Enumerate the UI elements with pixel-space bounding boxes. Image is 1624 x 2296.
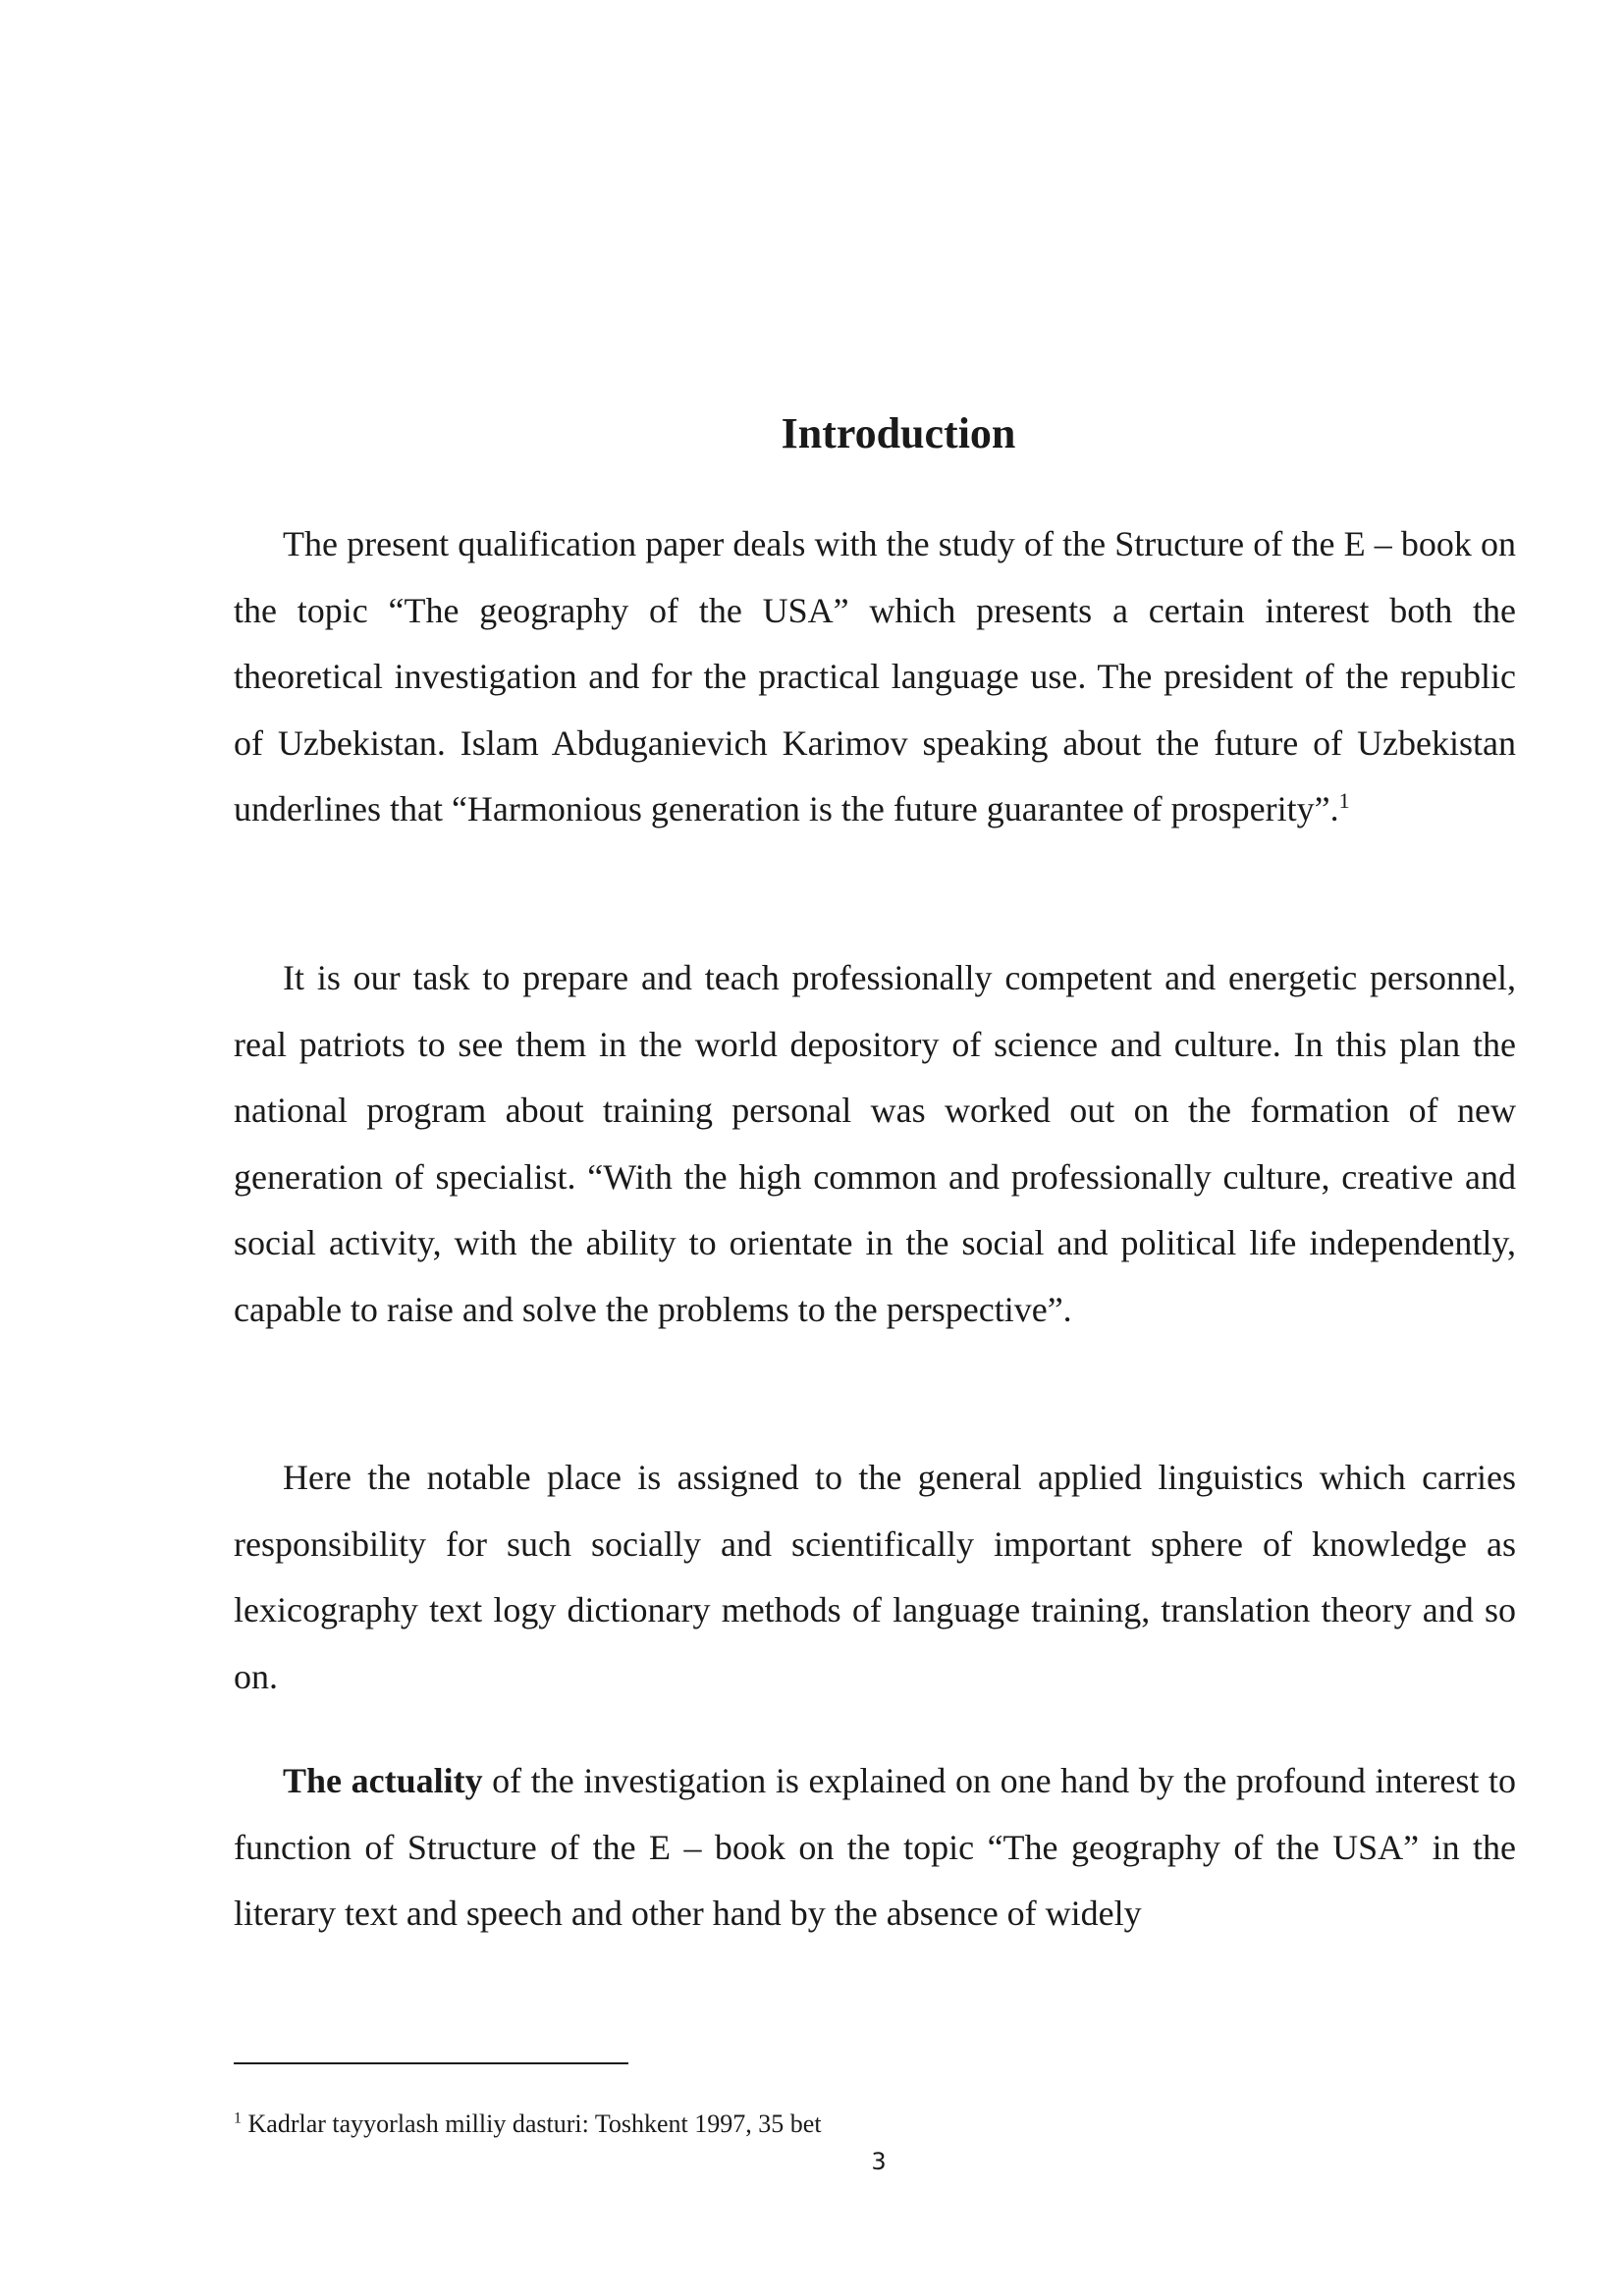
footnote-number: 1 xyxy=(234,2109,242,2127)
footnote-text: Kadrlar tayyorlash milliy dasturi: Toshkent 1997, 35 bet xyxy=(247,2109,822,2138)
footnote-separator xyxy=(234,2062,628,2064)
actuality-heading: The actuality xyxy=(283,1761,483,1800)
page-title: Introduction xyxy=(781,409,1016,457)
paragraph-task-text: It is our task to prepare and teach professionally competent and energetic personnel, real patriots to see them in the world depository of science and culture. In this plan the national program about training personal was worked out on the formation of new generation of specialist. “With the high common and professionally culture, creative and social activity, with the ability to orientate in the social and political life independently, capable to raise and solve the problems to the perspective”. xyxy=(234,958,1516,1329)
paragraph-task xyxy=(234,945,1516,1343)
footnote xyxy=(234,2109,822,2140)
paragraph-linguistics xyxy=(234,1445,1516,1710)
paragraph-actuality xyxy=(234,1748,1516,1948)
page-number: 3 xyxy=(871,2148,887,2175)
paragraph-linguistics-text: Here the notable place is assigned to the general applied linguistics which carries responsibility for such socially and scientifically important sphere of knowledge as lexicography text logy dictionary methods of language training, translation theory and so on. xyxy=(234,1458,1516,1696)
paragraph-actuality-text: of the investigation is explained on one hand by the profound interest to function of Structure of the E – book on the topic “The geography of the USA” in the literary text and speech and other hand by the absence of widely xyxy=(234,1761,1516,1933)
paragraph-intro-text: The present qualification paper deals with the study of the Structure of the E – book on the topic “The geography of the USA” which presents a certain interest both the theoretical investigation and for the practical language use. The president of the republic of Uzbekistan. Islam Abduganievich Karimov speaking about the future of Uzbekistan underlines that “Harmonious generation is the future guarantee of prosperity”. xyxy=(234,524,1516,828)
paragraph-intro xyxy=(234,511,1516,843)
footnote-reference-marker: 1 xyxy=(1338,788,1350,813)
